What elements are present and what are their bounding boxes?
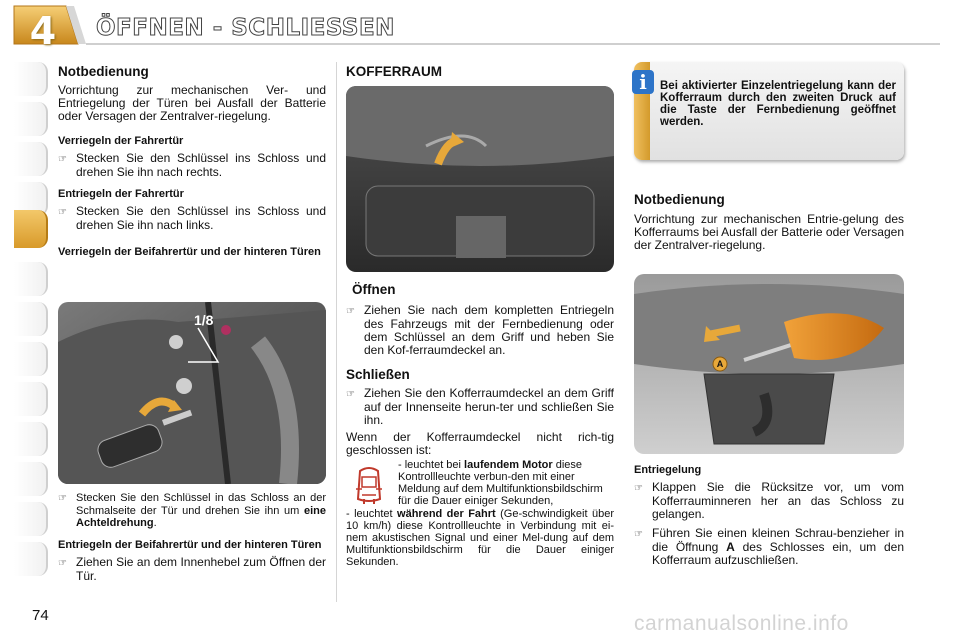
side-tab-active[interactable]	[14, 210, 48, 248]
side-tab-13[interactable]	[14, 542, 48, 576]
pointer-icon: ☞	[58, 154, 67, 165]
doors-intro: Vorrichtung zur mechanischen Ver- und Entriegelung der Türen bei Ausfall der Batterie oder Versagen der Zentralver-riegelung.	[58, 83, 326, 123]
trunk-unlock-steps	[634, 464, 904, 567]
section-title-notbedienung-trunk: Notbedienung	[634, 192, 725, 207]
side-tab-1[interactable]	[14, 62, 48, 96]
side-tab-6[interactable]	[14, 262, 48, 296]
trunk-emergency-block	[634, 192, 904, 252]
pointer-icon: ☞	[346, 389, 355, 400]
stationary-warning: - leuchtet bei laufendem Motor diese Kontrollleuchte verbun-den mit einer Meldung auf dem Multifunktionsbildschirm für die Dauer einiger Sekunden,	[346, 459, 614, 507]
pointer-icon: ☞	[58, 207, 67, 218]
pointer-icon: ☞	[634, 483, 643, 494]
lock-driver-step: ☞ Stecken Sie den Schlüssel ins Schloss und drehen Sie ihn nach rechts.	[58, 151, 326, 179]
pointer-icon: ☞	[346, 306, 355, 317]
lock-passenger-title: Verriegeln der Beifahrertür und der hinteren Türen	[58, 246, 321, 258]
watermark: carmanualsonline.info	[634, 612, 849, 635]
trunk-emergency-intro: Vorrichtung zur mechanischen Entrie-gelung des Kofferraums bei Ausfall der Batterie oder Versagen der Zentralver-riegelung.	[634, 212, 904, 252]
info-text: Bei aktivierter Einzelentriegelung kann der Kofferraum durch den zweiten Druck auf die Taste der Fernbedienung geöffnet werden.	[660, 80, 896, 128]
side-tab-11[interactable]	[14, 462, 48, 496]
unlock-passenger-step: ☞ Ziehen Sie an dem Innenhebel zum Öffnen der Tür.	[58, 555, 326, 583]
unlock-driver-title: Entriegeln der Fahrertür	[58, 188, 184, 200]
door-key-illustration	[58, 302, 326, 484]
close-title: Schließen	[346, 367, 410, 382]
side-tab-2[interactable]	[14, 102, 48, 136]
moving-warning: - leuchtet während der Fahrt (Ge-schwindigkeit über 10 km/h) diese Kontrollleuchte in Verbindung mit ei-nem akustischen Signal und einer Mel-dung auf dem Multifunktionsbildschirm für die Dauer einiger Sekunden.	[346, 508, 614, 568]
trunk-illustration	[346, 86, 614, 272]
door-lock-photo	[58, 302, 326, 484]
middle-column-text	[346, 282, 614, 568]
pointer-icon: ☞	[634, 529, 643, 540]
trunk-open-warning-icon	[352, 465, 386, 505]
page-header	[0, 0, 960, 52]
side-tab-8[interactable]	[14, 342, 48, 376]
side-tab-3[interactable]	[14, 142, 48, 176]
side-tab-12[interactable]	[14, 502, 48, 536]
unlock-step-2: ☞ Führen Sie einen kleinen Schrau-benzieher in die Öffnung A des Schlosses ein, um den Kofferraum aufzuschließen.	[634, 526, 904, 567]
left-column	[58, 64, 326, 259]
side-tab-9[interactable]	[14, 382, 48, 416]
open-title: Öffnen	[352, 282, 396, 297]
column-divider	[336, 62, 337, 602]
page-number: 74	[32, 607, 49, 624]
unlock-title: Entriegelung	[634, 464, 702, 476]
section-title-notbedienung-doors: Notbedienung	[58, 64, 149, 79]
eighth-turn-label: 1/8	[194, 312, 214, 328]
pointer-icon: ☞	[58, 558, 67, 569]
chapter-number: 4	[29, 9, 57, 53]
lock-passenger-step: ☞ Stecken Sie den Schlüssel in das Schloss an der Schmalseite der Tür und drehen Sie ihn um eine Achteldrehung.	[58, 492, 326, 529]
unlock-driver-step: ☞ Stecken Sie den Schlüssel ins Schloss und drehen Sie ihn nach links.	[58, 204, 326, 232]
trunk-handle-photo	[346, 86, 614, 272]
open-step: ☞ Ziehen Sie nach dem kompletten Entriegeln des Fahrzeugs mit der Fernbedienung oder dem Schlüssel an dem Griff und heben Sie den Kof-ferraumdeckel an.	[346, 303, 614, 357]
side-tab-10[interactable]	[14, 422, 48, 456]
info-icon: i	[632, 70, 654, 94]
left-column-lower	[58, 492, 326, 583]
page-title: ÖFFNEN - SCHLIESSEN	[96, 15, 395, 41]
trunk-section-title: KOFFERRAUM	[346, 64, 442, 79]
unlock-passenger-title: Entriegeln der Beifahrertür und der hinteren Türen	[58, 539, 322, 551]
opening-a-label: A	[716, 359, 724, 369]
side-tab-7[interactable]	[14, 302, 48, 336]
info-box	[634, 62, 904, 160]
warning-intro: Wenn der Kofferraumdeckel nicht rich-tig geschlossen ist:	[346, 430, 614, 457]
unlock-step-1: ☞ Klappen Sie die Rücksitze vor, um vom Kofferrauminneren her an das Schloss zu gelangen.	[634, 480, 904, 521]
close-step: ☞ Ziehen Sie den Kofferraumdeckel an dem Griff auf der Innenseite herun-ter und schließen Sie ihn.	[346, 386, 614, 427]
screwdriver-lock-illustration	[634, 274, 904, 454]
pointer-icon: ☞	[58, 493, 67, 504]
lock-driver-title: Verriegeln der Fahrertür	[58, 135, 184, 147]
trunk-lock-photo	[634, 274, 904, 454]
